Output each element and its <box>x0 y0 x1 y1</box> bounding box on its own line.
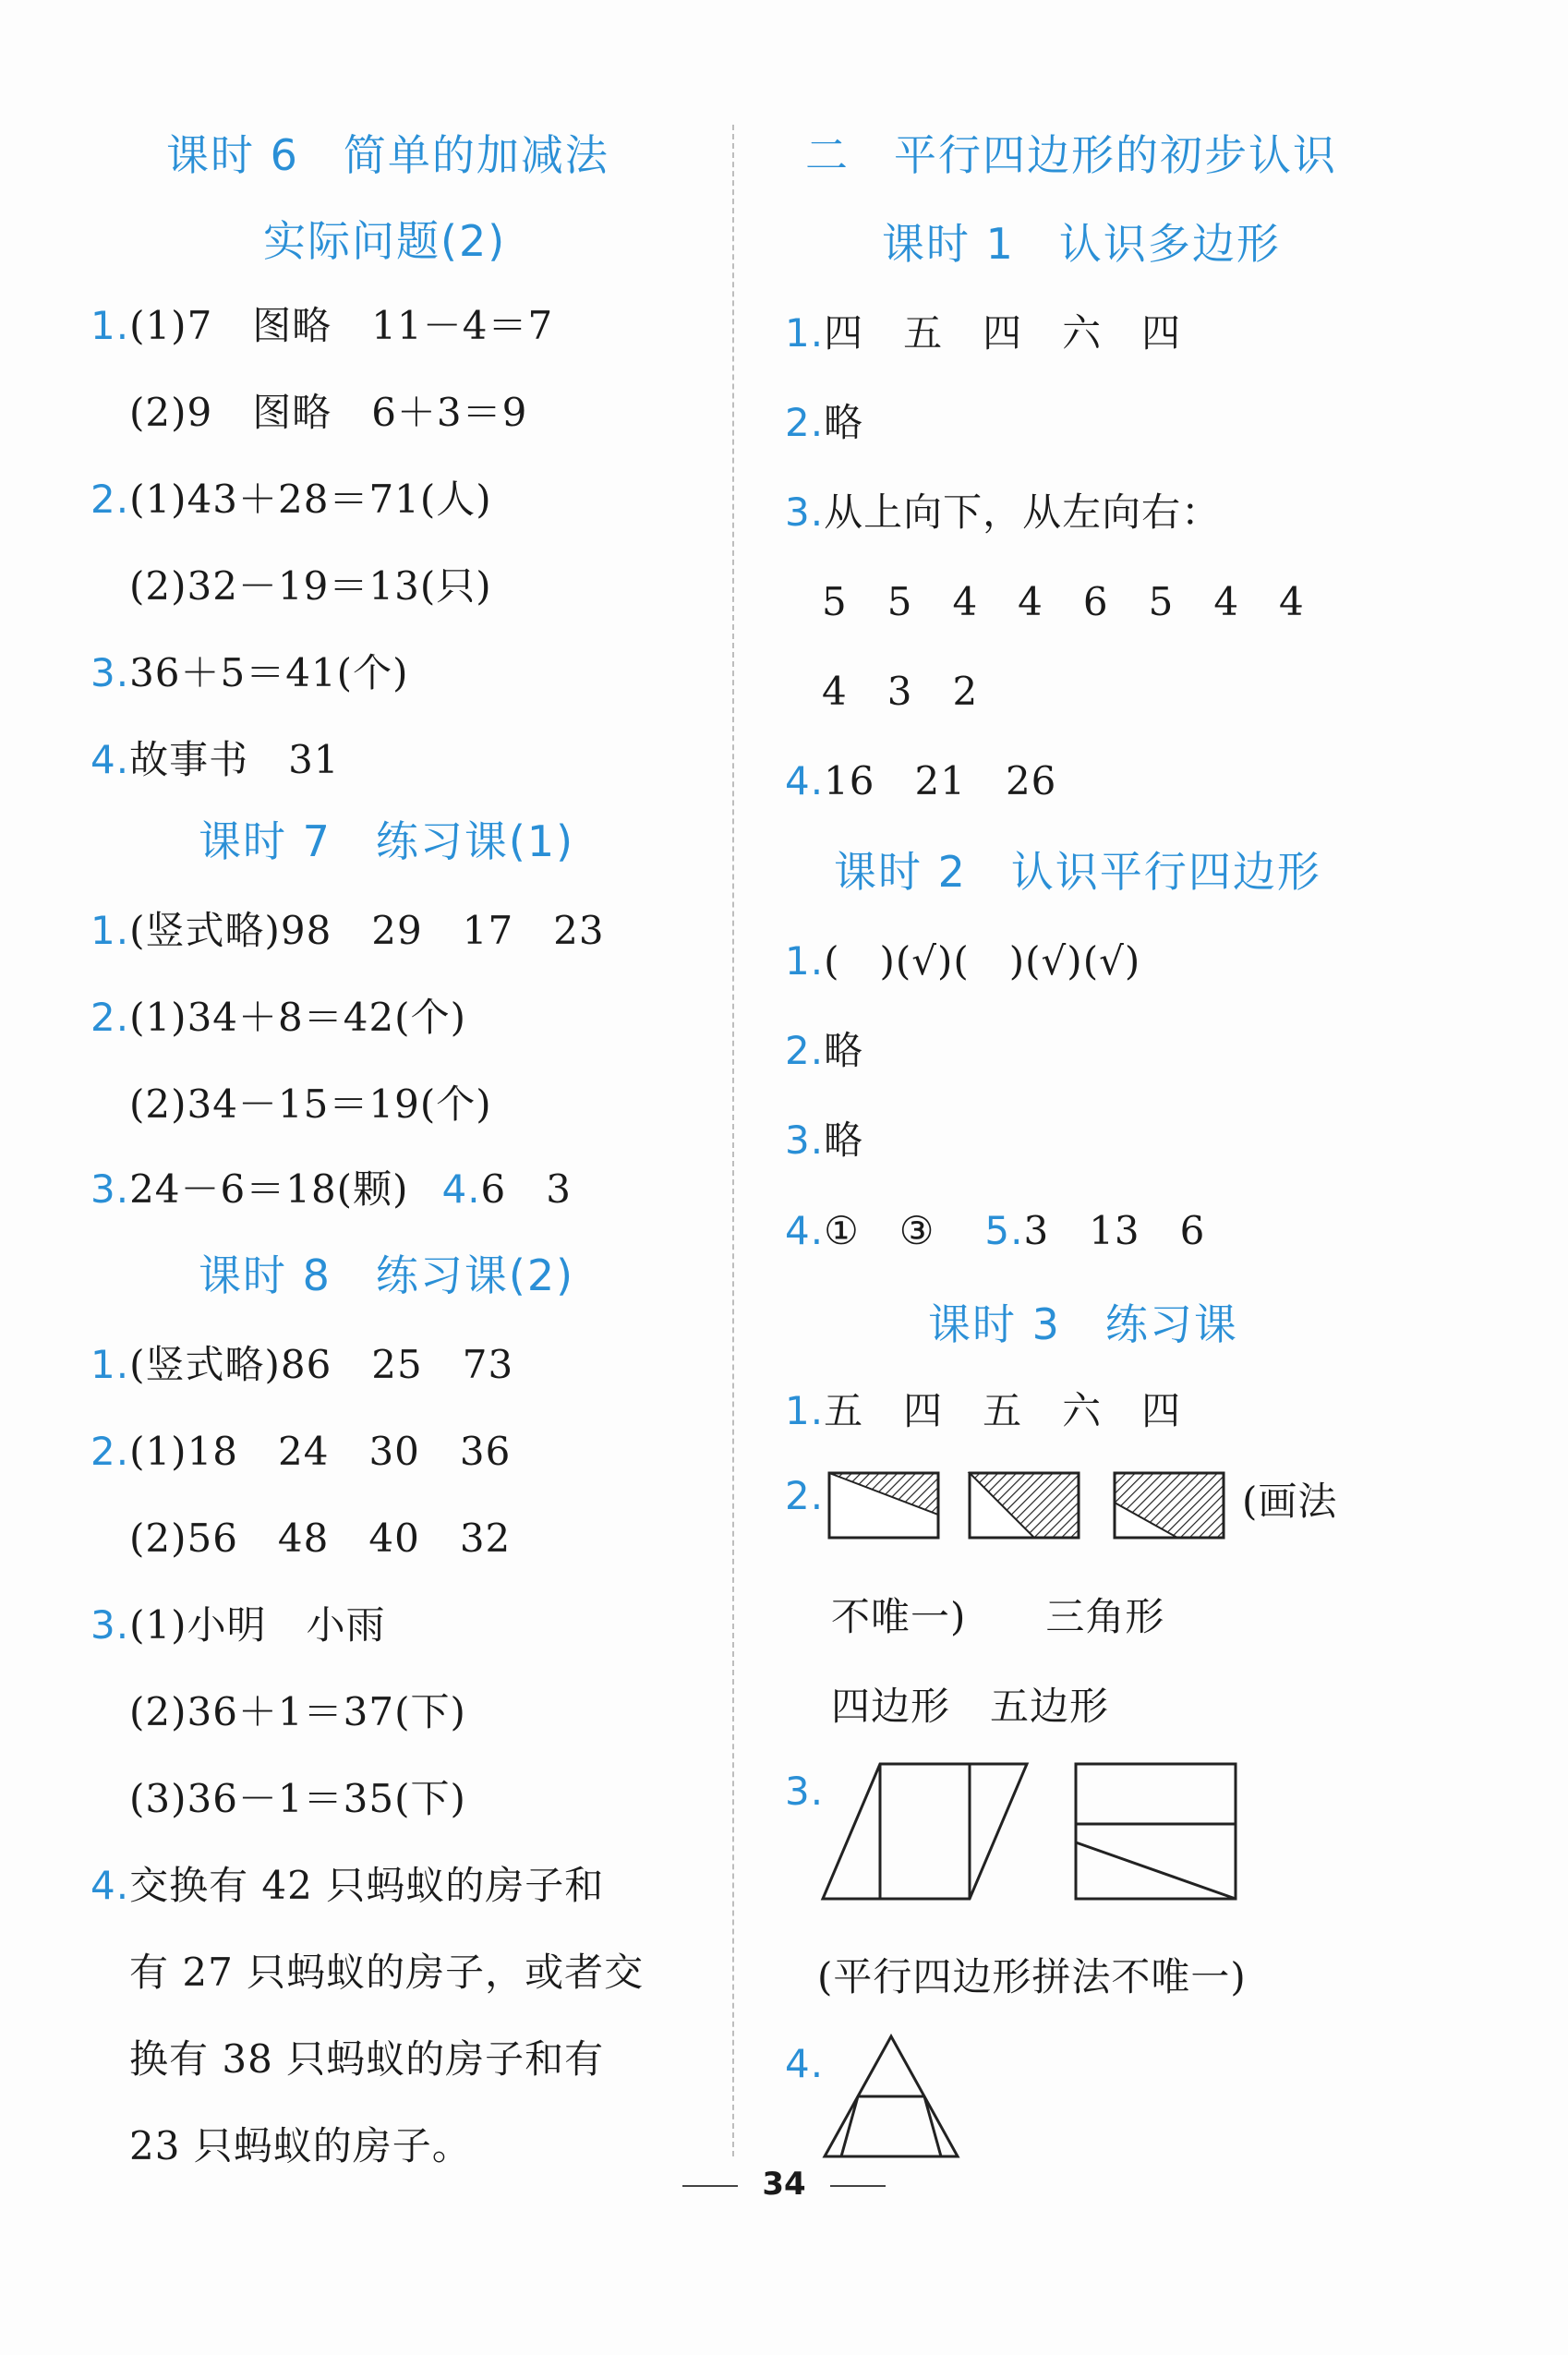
answer-row <box>90 1595 386 1650</box>
question-number: 4. <box>785 1208 825 1253</box>
answer-text: 四 五 四 六 四 <box>824 310 1182 356</box>
question-number: 4. <box>90 1863 130 1908</box>
question-number: 2. <box>785 400 825 445</box>
answer-text: (2)32－19＝13(只) <box>129 563 492 609</box>
question-number: 2. <box>785 1473 825 1518</box>
answer-text: 23 只蚂蚁的房子。 <box>129 2123 472 2168</box>
answer-row <box>129 1942 644 1998</box>
question-number: 3. <box>90 1602 130 1648</box>
answer-text: 四边形 五边形 <box>831 1684 1110 1729</box>
answer-row <box>90 296 553 351</box>
lesson1-title: 课时 1 认识多边形 <box>882 219 1281 269</box>
answer-row <box>822 661 978 717</box>
answer-text: (画法 <box>1242 1479 1338 1524</box>
answer-row <box>129 1769 466 1824</box>
answer-text: 5 5 4 4 6 5 4 4 <box>822 579 1305 624</box>
answer-text: 换有 38 只蚂蚁的房子和有 <box>129 2036 605 2082</box>
answer-row <box>90 1334 513 1390</box>
answer-row <box>90 643 408 698</box>
answer-text: ( )(√)( )(√)(√) <box>824 938 1141 984</box>
lesson6-title: 课时 6 简单的加减法 <box>166 130 609 180</box>
lesson8-title: 课时 8 练习课(2) <box>199 1250 575 1300</box>
answer-row <box>785 1473 824 1518</box>
hatched-rectangle-1 <box>829 1473 938 1538</box>
triangle-figure <box>817 2032 965 2161</box>
answer-row <box>785 751 1056 806</box>
answer-row <box>129 1074 492 1129</box>
answer-text: (1)43＋28＝71(人) <box>129 477 492 522</box>
lesson2-title: 课时 2 认识平行四边形 <box>834 847 1321 897</box>
question-number: 3. <box>785 1769 825 1814</box>
answer-row <box>785 931 1140 986</box>
answer-text: 16 21 26 <box>824 758 1057 803</box>
page-number-text: 34 <box>762 2166 806 2203</box>
answer-text: 24－6＝18(颗) <box>129 1166 409 1212</box>
answer-row <box>90 469 492 525</box>
question-number: 1. <box>785 1388 825 1433</box>
answer-row <box>129 2029 604 2084</box>
answer-row <box>90 987 466 1043</box>
hatched-rectangle-2 <box>970 1473 1079 1538</box>
question-number: 4. <box>90 737 130 782</box>
answer-text: (1)34＋8＝42(个) <box>129 995 466 1040</box>
question-number: 1. <box>785 938 825 984</box>
question-number: 4. <box>441 1166 481 1212</box>
answer-text: 略 <box>824 400 864 445</box>
question-number: 1. <box>90 908 130 953</box>
answer-text: 4 3 2 <box>822 669 979 714</box>
answer-text: (2)56 48 40 32 <box>129 1516 512 1561</box>
answer-row <box>822 572 1305 627</box>
answer-text: 3 13 6 <box>1023 1208 1206 1253</box>
question-number: 3. <box>90 1166 130 1212</box>
answer-row <box>785 303 1181 358</box>
lesson6-subtitle: 实际问题(2) <box>263 216 507 266</box>
column-divider <box>732 125 734 2156</box>
answer-row <box>785 482 1221 537</box>
answer-text: (3)36－1＝35(下) <box>129 1776 466 1821</box>
answer-row <box>90 1159 572 1214</box>
answer-row <box>785 392 863 448</box>
question-number: 1. <box>90 303 130 348</box>
question-number: 3. <box>785 489 825 535</box>
answer-row <box>129 382 527 438</box>
hatched-rectangle-3 <box>1115 1473 1224 1538</box>
page-number <box>0 2166 1568 2203</box>
answer-row <box>129 1508 511 1564</box>
question-number: 5. <box>984 1208 1024 1253</box>
parallelogram-figures <box>817 1759 1279 1907</box>
answer-row <box>90 1421 511 1477</box>
answer-text: (1)小明 小雨 <box>129 1602 386 1648</box>
question-number: 3. <box>90 650 130 695</box>
answer-text: (2)36＋1＝37(下) <box>129 1689 466 1734</box>
answer-text: ① ③ <box>824 1208 935 1253</box>
answer-text: (1)18 24 30 36 <box>129 1429 512 1474</box>
parallelogram-composed <box>823 1764 1027 1899</box>
answer-text: 故事书 31 <box>129 737 340 782</box>
answer-row <box>90 730 340 785</box>
answer-row <box>129 2116 472 2171</box>
question-number: 4. <box>785 2041 825 2086</box>
question-number: 2. <box>785 1028 825 1073</box>
question-number: 1. <box>785 310 825 356</box>
answer-text: 五 四 五 六 四 <box>824 1388 1182 1433</box>
answer-text: 交换有 42 只蚂蚁的房子和 <box>129 1863 605 1908</box>
answer-text: 从上向下，从左向右： <box>824 489 1222 535</box>
answer-text: 36＋5＝41(个) <box>129 650 409 695</box>
unit-title: 二 平行四边形的初步认识 <box>805 130 1337 180</box>
question-number: 2. <box>90 1429 130 1474</box>
hatched-rectangles-figure <box>826 1470 1233 1546</box>
answer-row <box>90 1855 604 1911</box>
lesson7-title: 课时 7 练习课(1) <box>199 816 575 866</box>
question-number: 1. <box>90 1342 130 1387</box>
question-number: 4. <box>785 758 825 803</box>
answer-row <box>129 556 492 611</box>
answer-text: (2)9 图略 6＋3＝9 <box>129 390 528 435</box>
answer-text: (平行四边形拼法不唯一) <box>817 1954 1247 1999</box>
answer-text: 略 <box>824 1117 864 1163</box>
answer-text: 略 <box>824 1028 864 1073</box>
answer-text: (竖式略)98 29 17 23 <box>129 908 605 953</box>
answer-row <box>785 1110 863 1165</box>
answer-row <box>129 1682 466 1737</box>
answer-text: 不唯一) 三角形 <box>831 1594 1165 1639</box>
rectangle-composed <box>1076 1764 1236 1899</box>
question-number: 2. <box>90 995 130 1040</box>
lesson3-title: 课时 3 练习课 <box>928 1299 1238 1349</box>
answer-row <box>90 900 605 956</box>
answer-text: (1)7 图略 11－4＝7 <box>129 303 554 348</box>
answer-row <box>785 1020 863 1076</box>
answer-text: 有 27 只蚂蚁的房子，或者交 <box>129 1950 645 1995</box>
question-number: 2. <box>90 477 130 522</box>
answer-row <box>785 1201 1205 1256</box>
answer-text: (2)34－15＝19(个) <box>129 1081 492 1127</box>
answer-text: (竖式略)86 25 73 <box>129 1342 514 1387</box>
question-number: 3. <box>785 1117 825 1163</box>
answer-text: 6 3 <box>480 1166 572 1212</box>
answer-row <box>785 1381 1181 1436</box>
